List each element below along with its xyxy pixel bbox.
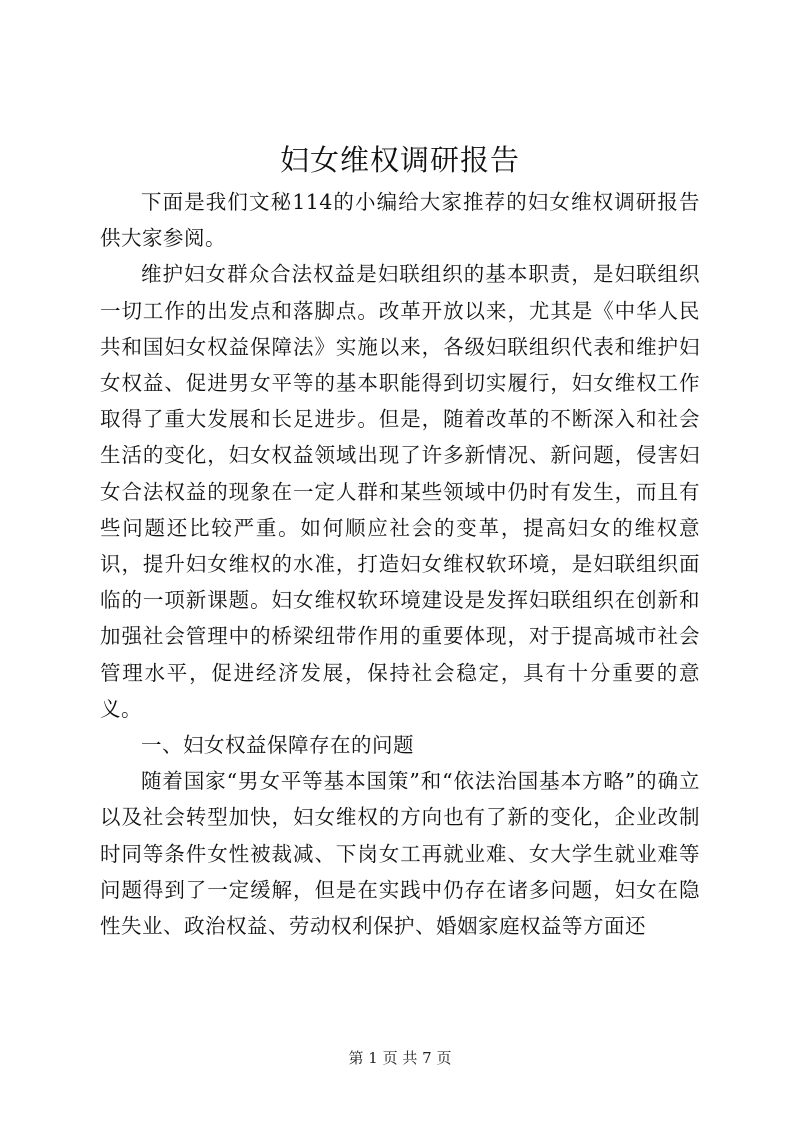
section-paragraph: 随着国家“男女平等基本国策”和“依法治国基本方略”的确立以及社会转型加快，妇女维权的方向也有了新的变化，企业改制时同等条件女性被裁减、下岗女工再就业难、女大学生就业难等问题得到了一定缓解，但是在实践中仍存在诸多问题，妇女在隐性失业、政治权益、劳动权利保护、婚姻家庭权益等方面还 (100, 769, 700, 939)
section-heading: 一、妇女权益保障存在的问题 (141, 733, 414, 758)
main-paragraph: 维护妇女群众合法权益是妇联组织的基本职责，是妇联组织一切工作的出发点和落脚点。改革开放以来，尤其是《中华人民共和国妇女权益保障法》实施以来，各级妇联组织代表和维护妇女权益、促进男女平等的基本职能得到切实履行，妇女维权工作取得了重大发展和长足进步。但是，随着改革的不断深入和社会生活的变化，妇女权益领域出现了许多新情况、新问题，侵害妇女合法权益的现象在一定人群和某些领域中仍时有发生，而且有些问题还比较严重。如何顺应社会的变革，提高妇女的维权意识，提升妇女维权的水准，打造妇女维权软环境，是妇联组织面临的一项新课题。妇女维权软环境建设是发挥妇联组织在创新和加强社会管理中的桥梁纽带作用的重要体现，对于提高城市社会管理水平，促进经济发展，保持社会稳定，具有十分重要的意义。 (100, 262, 700, 721)
document-body (100, 184, 700, 944)
document-title: 妇女维权调研报告 (279, 143, 520, 177)
intro-paragraph: 下面是我们文秘114的小编给大家推荐的妇女维权调研报告供大家参阅。 (100, 190, 700, 251)
page-footer: 第 1 页 共 7 页 (348, 1049, 452, 1067)
